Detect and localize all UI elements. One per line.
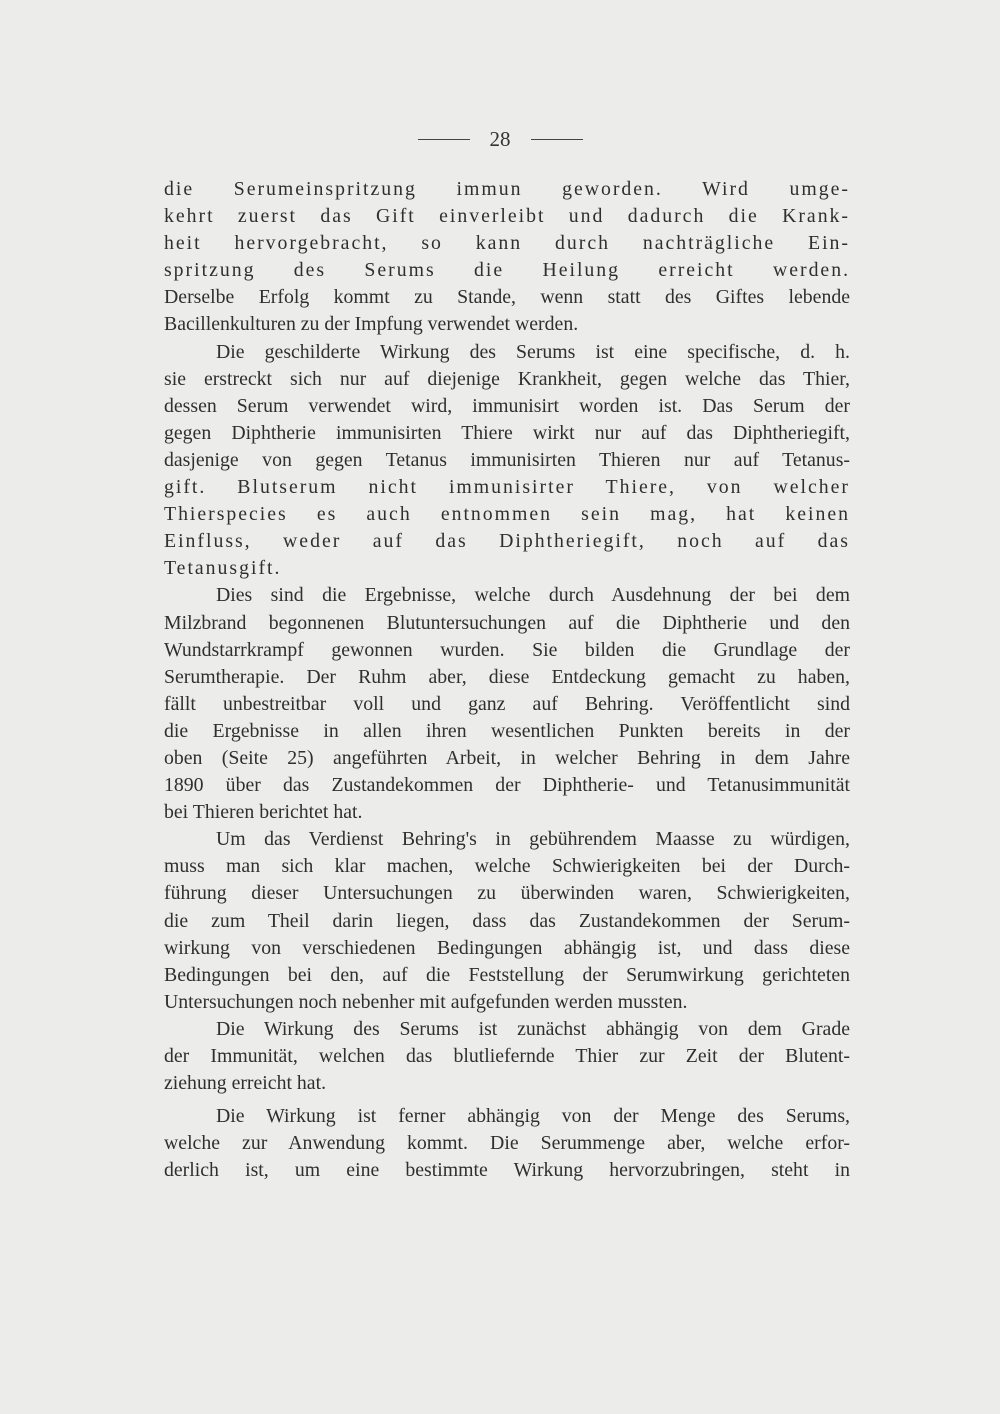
text-line: Derselbe Erfolg kommt zu Stande, wenn statt des Giftes lebende bbox=[164, 286, 850, 309]
text-line: ziehung erreicht hat. bbox=[164, 1072, 327, 1095]
text-line: oben (Seite 25) angeführten Arbeit, in welcher Behring in dem Jahre bbox=[164, 746, 850, 769]
text-line: Serumtherapie. Der Ruhm aber, diese Entdeckung gemacht zu haben, bbox=[164, 665, 850, 688]
text-line: Die geschilderte Wirkung des Serums ist eine specifische, d. h. bbox=[216, 340, 850, 363]
text-line: der Immunität, welchen das blutliefernde Thier zur Zeit der Blutent- bbox=[164, 1045, 850, 1067]
text-line: muss man sich klar machen, welche Schwierigkeiten bei der Durch- bbox=[164, 855, 850, 878]
text-line: dasjenige von gegen Tetanus immunisirten Thieren nur auf Tetanus- bbox=[164, 448, 850, 471]
text-line: 1890 über das Zustandekommen der Diphtherie- und Tetanusimmunität bbox=[164, 774, 850, 797]
text-line: sie erstreckt sich nur auf diejenige Krankheit, gegen welche das Thier, bbox=[164, 367, 850, 390]
text-line: wirkung von verschiedenen Bedingungen abhängig ist, und dass diese bbox=[164, 936, 850, 959]
page-header bbox=[0, 124, 1000, 154]
text-line: gift. Blutserum nicht immunisirter Thiere, von welcher bbox=[164, 476, 850, 499]
text-line: Bacillenkulturen zu der Impfung verwendet werden. bbox=[164, 313, 579, 336]
text-line: bei Thieren berichtet hat. bbox=[164, 801, 363, 824]
text-line: fällt unbestreitbar voll und ganz auf Behring. Veröffentlicht sind bbox=[164, 692, 850, 715]
text-line: heit hervorgebracht, so kann durch nachträgliche Ein- bbox=[164, 232, 850, 255]
text-line: Bedingungen bei den, auf die Feststellung der Serumwirkung gerichteten bbox=[164, 963, 850, 986]
text-line: Um das Verdienst Behring's in gebührendem Maasse zu würdigen, bbox=[216, 828, 850, 851]
text-line: dessen Serum verwendet wird, immunisirt worden ist. Das Serum der bbox=[164, 394, 850, 417]
text-line: Wundstarrkrampf gewonnen wurden. Sie bilden die Grundlage der bbox=[164, 638, 850, 661]
text-line: die zum Theil darin liegen, dass das Zustandekommen der Serum- bbox=[164, 909, 850, 932]
text-line: Untersuchungen noch nebenher mit aufgefunden werden mussten. bbox=[164, 990, 688, 1013]
body-text bbox=[164, 176, 850, 1184]
page-number: 28 bbox=[489, 126, 511, 151]
text-line: derlich ist, um eine bestimmte Wirkung hervorzubringen, steht in bbox=[164, 1159, 850, 1182]
text-line: Die Wirkung ist ferner abhängig von der Menge des Serums, bbox=[216, 1105, 850, 1128]
text-line: kehrt zuerst das Gift einverleibt und dadurch die Krank- bbox=[164, 205, 850, 228]
text-line: Die Wirkung des Serums ist zunächst abhängig von dem Grade bbox=[216, 1017, 850, 1040]
text-line: welche zur Anwendung kommt. Die Serummenge aber, welche erfor- bbox=[164, 1132, 850, 1155]
text-line: spritzung des Serums die Heilung erreicht werden. bbox=[164, 259, 850, 282]
text-line: die Ergebnisse in allen ihren wesentlichen Punkten bereits in der bbox=[164, 719, 850, 742]
header-rule-right bbox=[531, 139, 583, 140]
text-line: Milzbrand begonnenen Blutuntersuchungen auf die Diphtherie und den bbox=[164, 611, 850, 634]
text-line: gegen Diphtherie immunisirten Thiere wirkt nur auf das Diphtheriegift, bbox=[164, 421, 850, 444]
header-rule-left bbox=[418, 139, 470, 140]
text-line: die Serumeinspritzung immun geworden. Wird umge- bbox=[164, 178, 850, 200]
text-line: Thierspecies es auch entnommen sein mag, hat keinen bbox=[164, 503, 850, 526]
text-line: Einfluss, weder auf das Diphtheriegift, noch auf das bbox=[164, 530, 850, 553]
text-line: Dies sind die Ergebnisse, welche durch Ausdehnung der bei dem bbox=[216, 584, 850, 607]
text-line: Tetanusgift. bbox=[164, 557, 282, 580]
text-line: führung dieser Untersuchungen zu überwinden waren, Schwierigkeiten, bbox=[164, 882, 850, 905]
